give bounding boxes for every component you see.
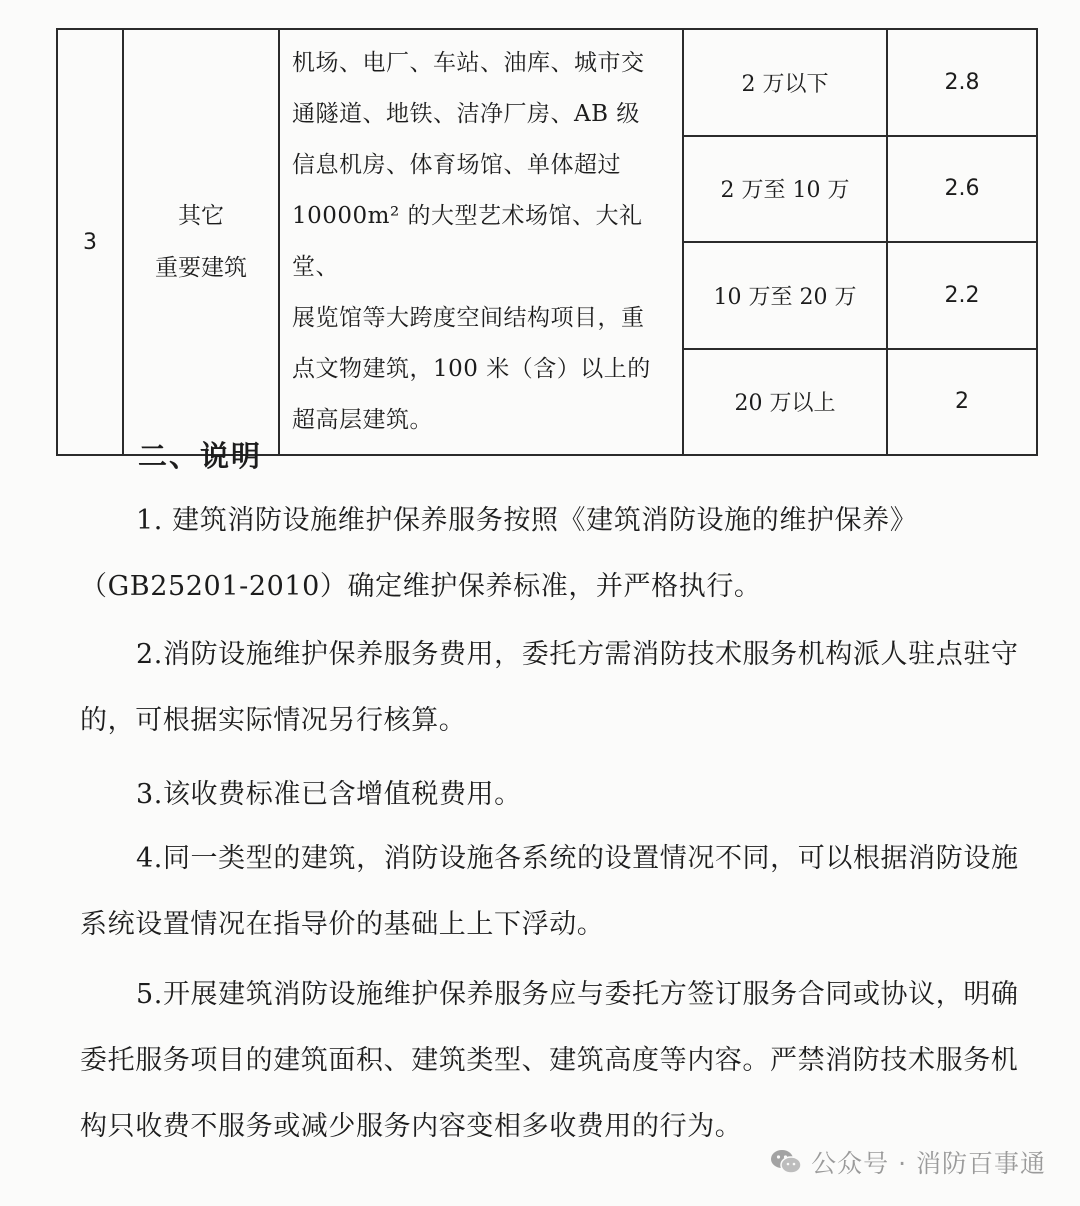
- category-line: 其它: [178, 203, 224, 229]
- fee-standard-table: [56, 28, 1038, 456]
- area-tier-cell: 2 万至 10 万: [683, 136, 887, 243]
- category-line: 重要建筑: [155, 255, 247, 281]
- row-number-cell: 3: [57, 29, 123, 455]
- coefficient-cell: 2.2: [887, 242, 1037, 349]
- section-heading: 二、说明: [138, 439, 263, 473]
- description-line: 超高层建筑。: [292, 407, 433, 433]
- description-line: 展览馆等大跨度空间结构项目，重: [292, 305, 645, 331]
- description-line: 点文物建筑，100 米（含）以上的: [292, 356, 651, 382]
- table-row: [57, 29, 1037, 136]
- note-item: 4.同一类型的建筑，消防设施各系统的设置情况不同，可以根据消防设施系统设置情况在指导价的基础上上下浮动。: [80, 843, 1019, 940]
- note-item: 5.开展建筑消防设施维护保养服务应与委托方签订服务合同或协议，明确委托服务项目的建筑面积、建筑类型、建筑高度等内容。严禁消防技术服务机构只收费不服务或减少服务内容变相多收费用的行为。: [80, 979, 1019, 1142]
- description-line: 信息机房、体育场馆、单体超过: [292, 152, 621, 178]
- description-line: 10000m² 的大型艺术场馆、大礼堂、: [292, 203, 643, 280]
- note-item: 3.该收费标准已含增值税费用。: [136, 779, 522, 810]
- note-item: 1. 建筑消防设施维护保养服务按照《建筑消防设施的维护保养》（GB25201-2010）确定维护保养标准，并严格执行。: [80, 505, 918, 602]
- description-line: 机场、电厂、车站、油库、城市交: [292, 50, 645, 76]
- coefficient-cell: 2: [887, 349, 1037, 456]
- wechat-icon: [769, 1147, 803, 1177]
- note-item: 2.消防设施维护保养服务费用，委托方需消防技术服务机构派人驻点驻守的，可根据实际情况另行核算。: [80, 639, 1019, 736]
- description-cell: [279, 29, 683, 455]
- watermark-text: 公众号 · 消防百事通: [811, 1149, 1046, 1178]
- area-tier-cell: 10 万至 20 万: [683, 242, 887, 349]
- coefficient-cell: 2.8: [887, 29, 1037, 136]
- description-line: 通隧道、地铁、洁净厂房、AB 级: [292, 101, 640, 127]
- coefficient-cell: 2.6: [887, 136, 1037, 243]
- watermark: [769, 1144, 1046, 1180]
- area-tier-cell: 2 万以下: [683, 29, 887, 136]
- category-cell: [123, 29, 279, 455]
- area-tier-cell: 20 万以上: [683, 349, 887, 456]
